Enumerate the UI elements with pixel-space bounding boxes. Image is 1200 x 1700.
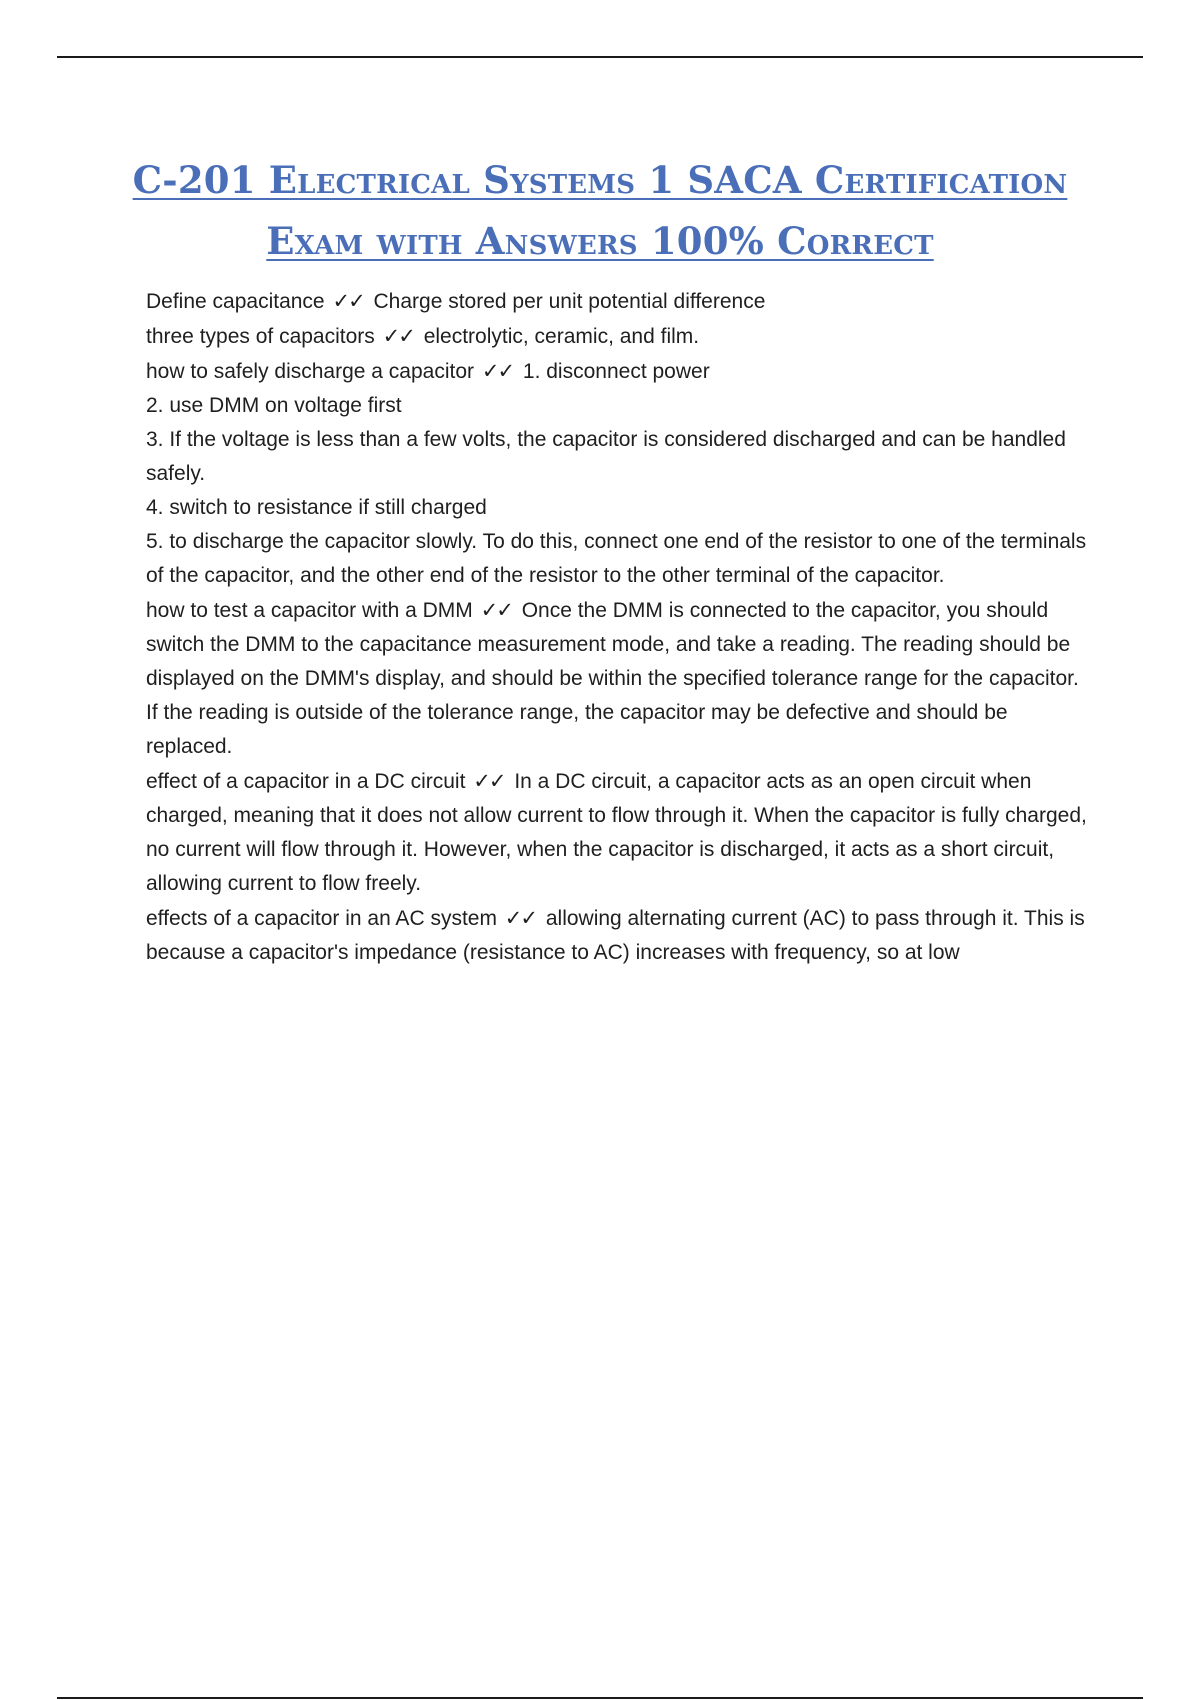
qa-item bbox=[146, 319, 1090, 354]
step-item: 4. switch to resistance if still charged bbox=[146, 496, 487, 519]
double-check-icon: ✓✓ bbox=[504, 906, 536, 930]
answer-text: In a DC circuit, a capacitor acts as an open circuit when charged, meaning that it does not allow current to flow through it. When the capacitor is fully charged, no current will flow through it. However, when the capacitor is discharged, it acts as a short circuit, allowing current to flow freely. bbox=[146, 770, 1087, 895]
question-text: Define capacitance bbox=[146, 290, 325, 313]
question-text: how to test a capacitor with a DMM bbox=[146, 599, 473, 622]
title-line-1: C-201 Electrical Systems 1 SACA Certification bbox=[132, 158, 1068, 202]
step-item: 3. If the voltage is less than a few volts, the capacitor is considered discharged and can be handled safely. bbox=[146, 428, 1066, 485]
page-title bbox=[60, 150, 1140, 272]
double-check-icon: ✓✓ bbox=[480, 598, 512, 622]
answer-text: electrolytic, ceramic, and film. bbox=[423, 325, 700, 348]
double-check-icon: ✓✓ bbox=[481, 359, 514, 383]
question-text: how to safely discharge a capacitor bbox=[146, 360, 475, 383]
step-item: 5. to discharge the capacitor slowly. To do this, connect one end of the resistor to one of the terminals of the capacitor, and the other end of the resistor to the other terminal of the capacitor. bbox=[146, 530, 1087, 587]
answer-text: Once the DMM is connected to the capacitor, you should switch the DMM to the capacitance measurement mode, and take a reading. The reading should be displayed on the DMM's display, and should be within the specified tolerance range for the capacitor. If the reading is outside of the tolerance range, the capacitor may be defective and should be replaced. bbox=[146, 599, 1079, 758]
qa-item bbox=[146, 284, 1090, 319]
top-divider bbox=[57, 56, 1143, 58]
double-check-icon: ✓✓ bbox=[332, 289, 364, 313]
question-text: three types of capacitors bbox=[146, 325, 375, 348]
bottom-divider bbox=[57, 1697, 1143, 1699]
qa-item bbox=[146, 901, 1090, 970]
double-check-icon: ✓✓ bbox=[382, 324, 414, 348]
title-line-2: Exam with Answers 100% Correct bbox=[266, 219, 934, 263]
qa-item bbox=[146, 764, 1090, 901]
question-text: effects of a capacitor in an AC system bbox=[146, 907, 497, 930]
answer-text: Charge stored per unit potential difference bbox=[373, 290, 766, 313]
qa-item bbox=[146, 354, 1090, 389]
answer-text: allowing alternating current (AC) to pass through it. This is because a capacitor's impedance (resistance to AC) increases with frequency, so at low bbox=[146, 907, 1085, 964]
double-check-icon: ✓✓ bbox=[473, 769, 505, 793]
document-body bbox=[146, 284, 1090, 970]
step-item: 2. use DMM on voltage first bbox=[146, 394, 402, 417]
qa-item bbox=[146, 593, 1090, 764]
question-text: effect of a capacitor in a DC circuit bbox=[146, 770, 466, 793]
answer-text: 1. disconnect power bbox=[522, 360, 710, 383]
